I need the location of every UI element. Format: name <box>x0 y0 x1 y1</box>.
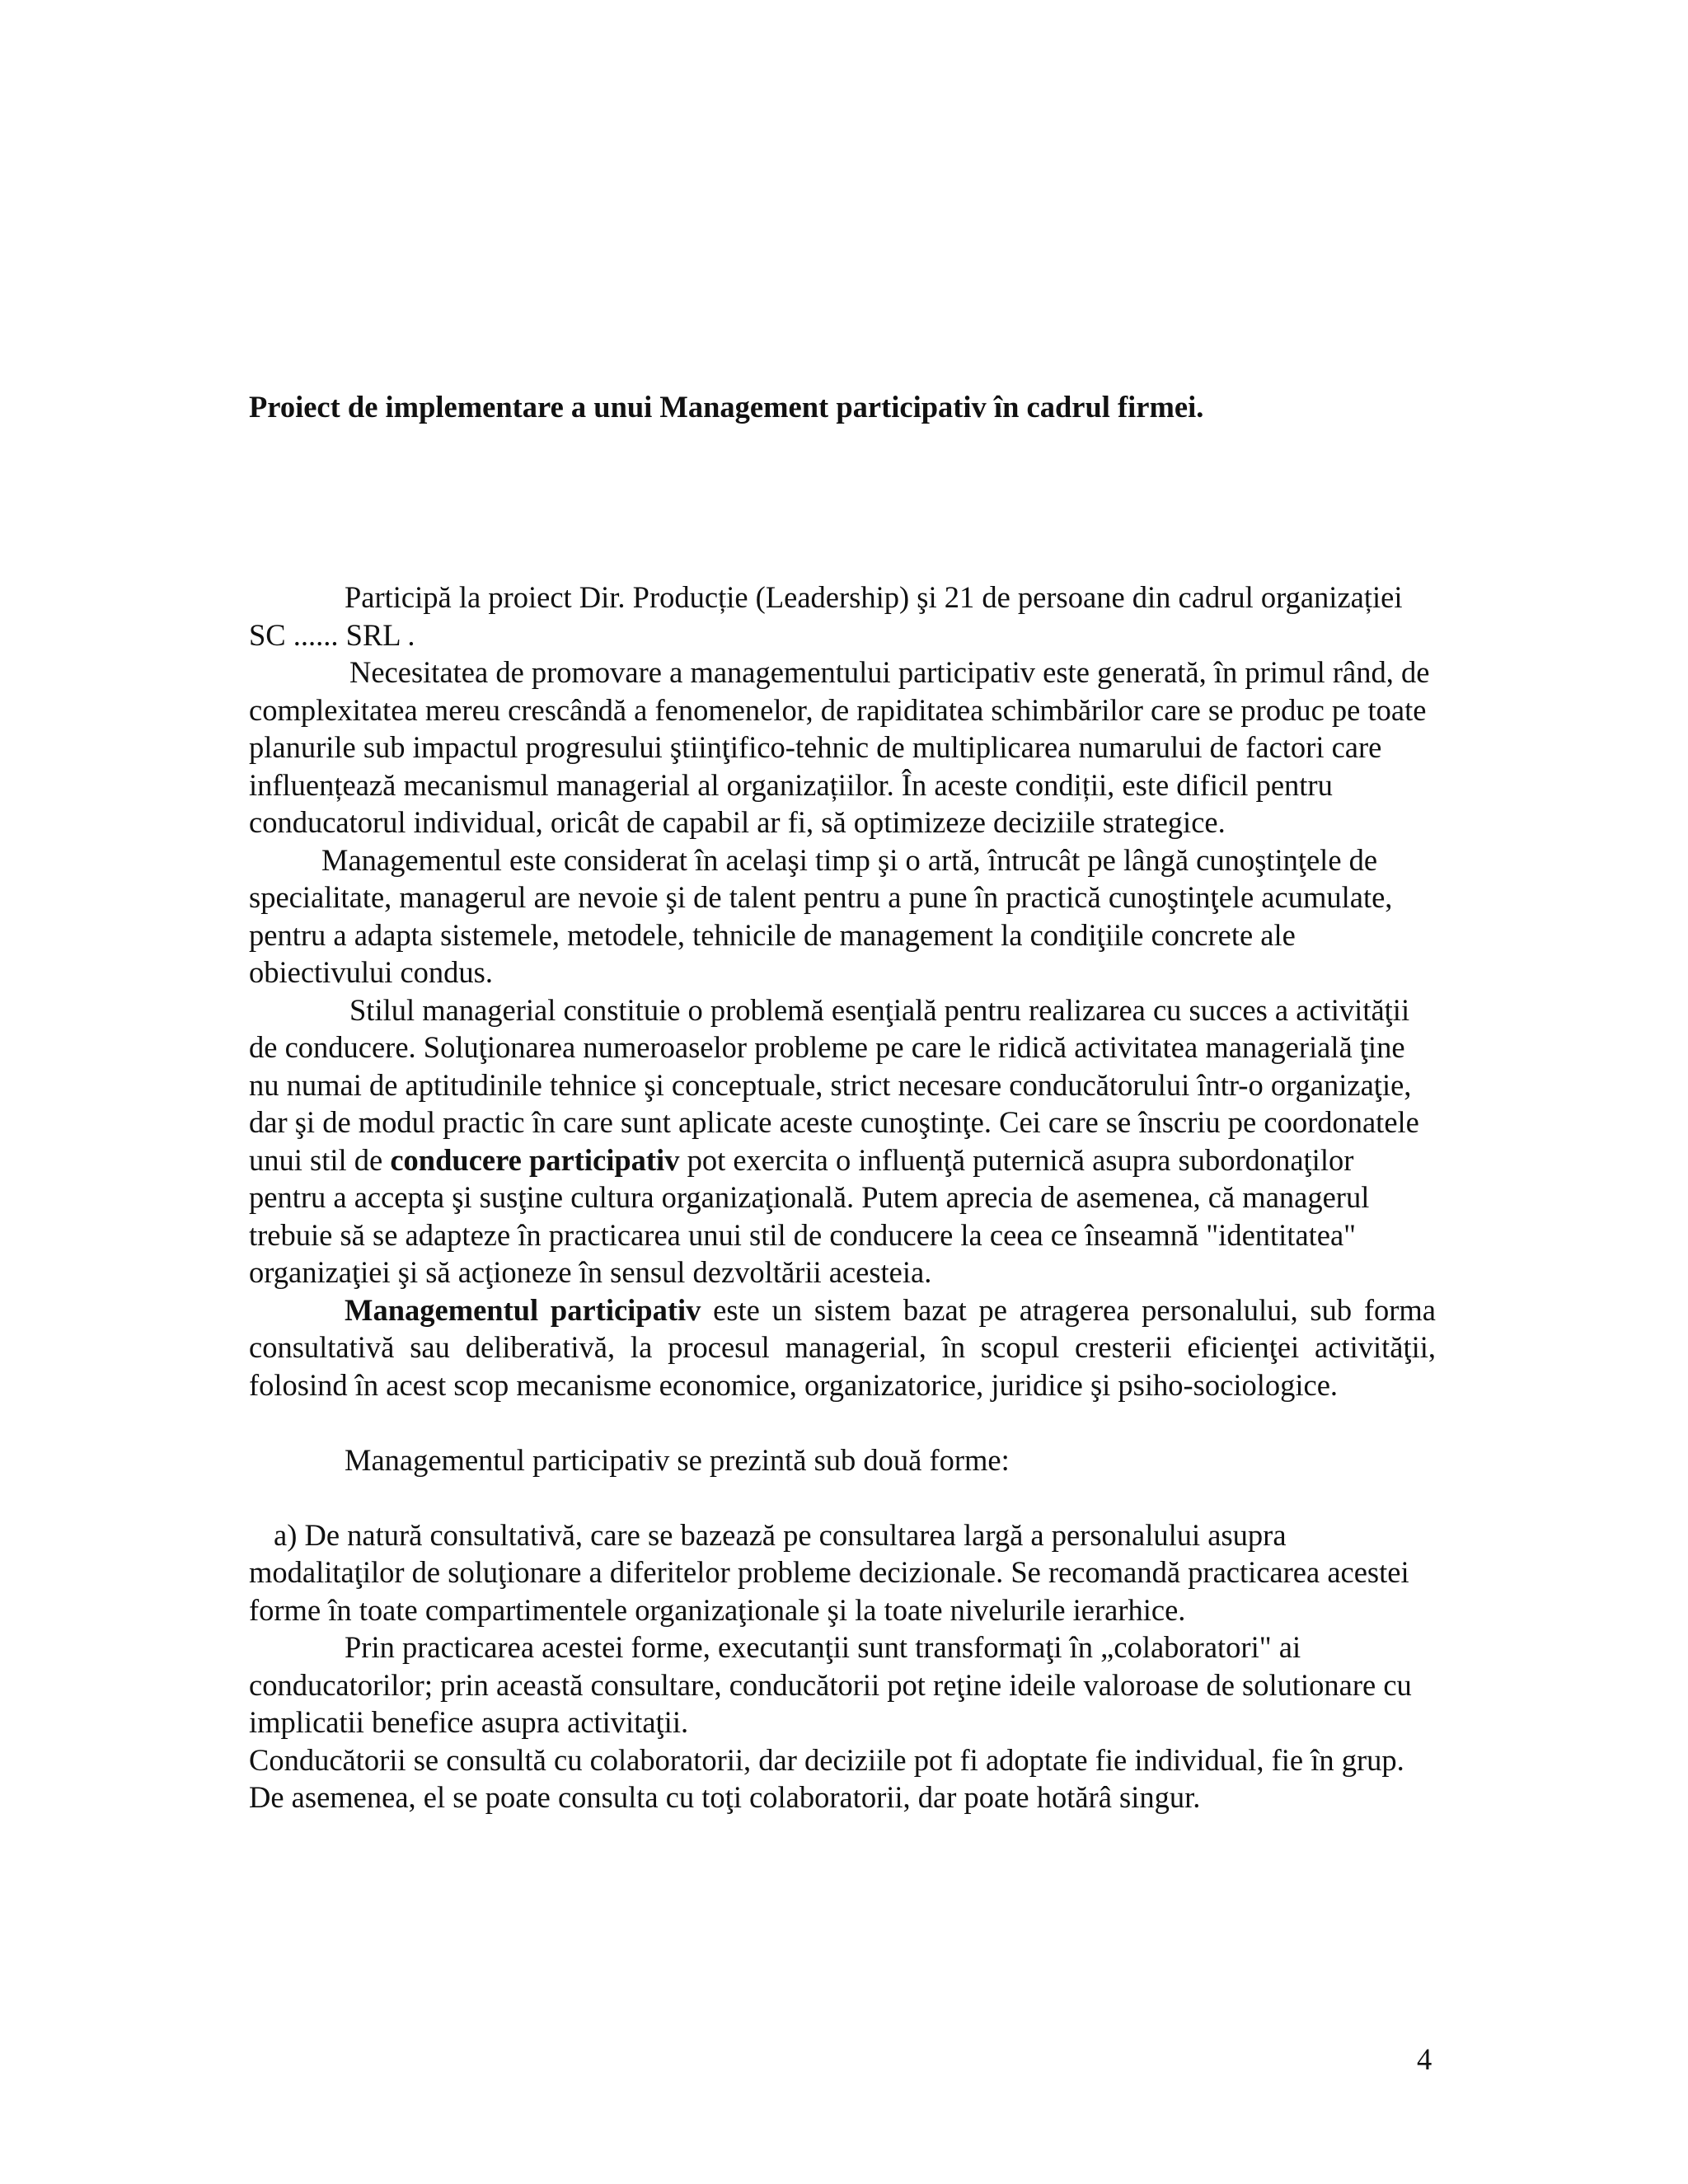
paragraph-spacer <box>249 1404 1436 1441</box>
bold-term-management-participativ: Managementul participativ <box>345 1292 701 1327</box>
paragraph-leaders-consult: Conducătorii se consultă cu colaboratorii, dar deciziile pot fi adoptate fie individual, fie în grup. De asemenea, el se poate consulta cu toţi colaboratorii, dar poate hotărâ singur. <box>249 1742 1404 1814</box>
bold-term-conducere-participativ: conducere participativ <box>390 1142 680 1177</box>
paragraph-necessity: Necesitatea de promovare a managementului participativ este generată, în primul rând, de complexitatea mereu crescândă a fenomenelor, de rapiditatea schimbărilor care se produc pe toate planurile sub impactul progresului ştiinţifico-tehnic de multiplicarea numarului de factori care influențează mecanismul managerial al organizațiilor. În aceste condiții, este dificil pentru conducatorul individual, oricât de capabil ar fi, să optimizeze deciziile strategice. <box>249 655 1430 839</box>
paragraph-managerial-style <box>249 991 1436 1291</box>
paragraph-consultative-form: a) De natură consultativă, care se bazează pe consultarea largă a personalului asupra modalitaţilor de soluţionare a diferitelor probleme decizionale. Se recomandă practicarea acestei forme în toate compartimentele organizaţionale şi la toate nivelurile ierarhice. <box>249 1517 1409 1627</box>
paragraph-spacer <box>249 1479 1436 1516</box>
paragraph-managerial-style-text-2: pot exercita o influenţă puternică asupra subordonaţilor pentru a accepta şi susţine cultura organizaţională. Putem aprecia de asemenea, că managerul trebuie să se adapteze în practicarea unui stil de conducere la ceea ce înseamnă "identitatea" organizaţiei şi să acţioneze în sensul dezvoltării acesteia. <box>249 1142 1370 1289</box>
paragraph-management-art: Managementul este considerat în acelaşi timp şi o artă, întrucât pe lângă cunoştinţele de specialitate, managerul are nevoie şi de talent pentru a pune în practică cunoştinţele acumulate, pentru a adapta sistemele, metodele, tehnicile de management la condiţiile concrete ale obiectivului condus. <box>249 842 1393 989</box>
paragraph-collaborators: Prin practicarea acestei forme, executanţii sunt transformaţi în „colaboratori" ai conducatorilor; prin această consultare, conducătorii pot reţine ideile valoroase de solutionare cu implicatii benefice asupra activitaţii. <box>249 1630 1412 1739</box>
paragraph-definition <box>249 1291 1436 1404</box>
document-title: Proiect de implementare a unui Management participativ în cadrul firmei. <box>249 390 1204 424</box>
document-body <box>249 579 1436 1816</box>
page-number: 4 <box>1417 2042 1432 2076</box>
paragraph-two-forms: Managementul participativ se prezintă sub două forme: <box>345 1442 1010 1477</box>
paragraph-definition-text: este un sistem bazat pe atragerea personalului, sub forma consultativă sau deliberativă, la procesul managerial, în scopul cresterii eficienţei activităţii, folosind în acest scop mecanisme economice, organizatorice, juridice şi psiho-sociologice. <box>249 1292 1437 1402</box>
paragraph-participants: Participă la proiect Dir. Producție (Leadership) şi 21 de persoane din cadrul organizației SC ...... SRL . <box>249 580 1403 652</box>
paragraph-managerial-style-text-1: Stilul managerial constituie o problemă esenţială pentru realizarea cu succes a activităţii de conducere. Soluţionarea numeroaselor probleme pe care le ridică activitatea managerială ţine nu numai de aptitudinile tehnice şi conceptuale, strict necesare conducătorului într-o organizaţie, dar şi de modul practic în care sunt aplicate aceste cunoştinţe. Cei care se înscriu pe coordonatele unui stil de <box>249 992 1419 1177</box>
